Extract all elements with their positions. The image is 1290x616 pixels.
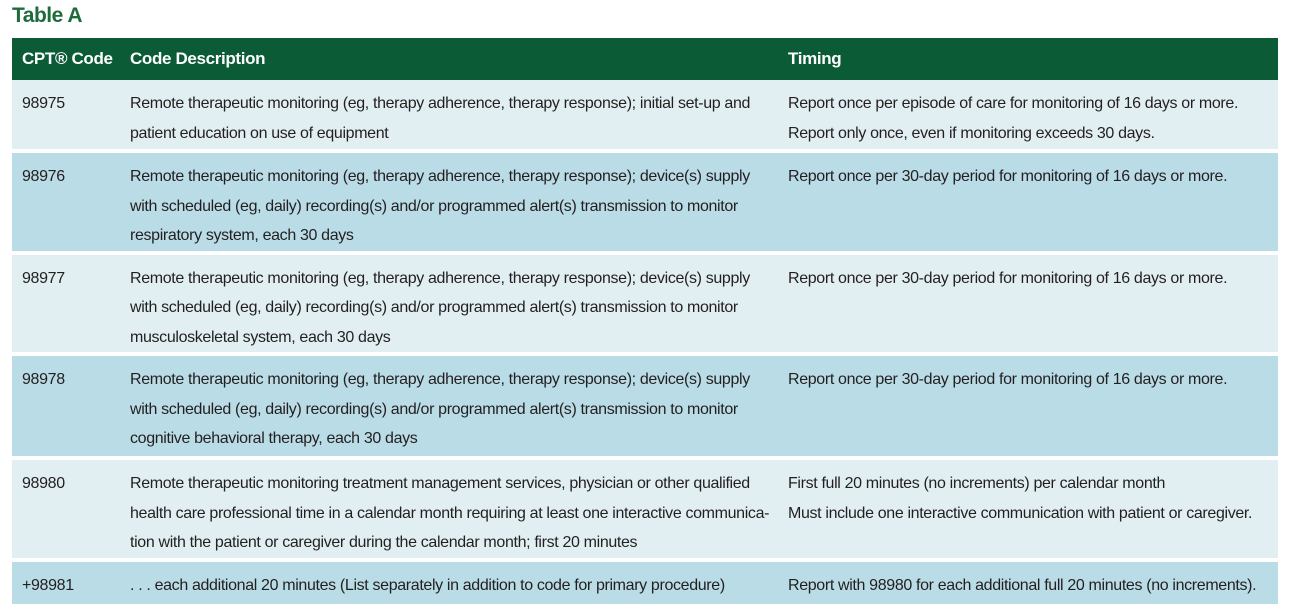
- timing-line: Report once per 30-day period for monitoring of 16 days or more.: [788, 269, 1228, 287]
- timing-line: Report only once, even if monitoring exceeds 30 days.: [788, 124, 1155, 142]
- code-cell: 98977: [12, 253, 120, 355]
- header-cpt-code: CPT® Code: [22, 49, 113, 68]
- description-line: Remote therapeutic monitoring treatment management services, physician or other qualified: [130, 475, 750, 492]
- description-line: patient education on use of equipment: [130, 124, 389, 142]
- table-title: Table A: [12, 4, 83, 27]
- table-row: [12, 151, 1278, 253]
- code-cell: 98980: [12, 458, 120, 560]
- timing-line: Report with 98980 for each additional full 20 minutes (no increments).: [788, 576, 1257, 594]
- timing-cell: [778, 354, 1278, 458]
- timing-cell: [778, 458, 1278, 560]
- description-cell: [120, 80, 778, 151]
- description-line: Remote therapeutic monitoring (eg, therapy adherence, therapy response); device(s) supply: [130, 168, 750, 185]
- description-cell: [120, 253, 778, 355]
- table-row: [12, 354, 1278, 458]
- code-cell: +98981: [12, 560, 120, 606]
- description-line: respiratory system, each 30 days: [130, 227, 354, 244]
- table-row: [12, 80, 1278, 151]
- timing-cell: [778, 253, 1278, 355]
- description-line: with scheduled (eg, daily) recording(s) and/or programmed alert(s) transmission to monitor: [130, 400, 738, 418]
- description-line: with scheduled (eg, daily) recording(s) and/or programmed alert(s) transmission to monitor: [130, 299, 738, 316]
- description-cell: [120, 354, 778, 458]
- code-cell: 98978: [12, 354, 120, 458]
- description-line: with scheduled (eg, daily) recording(s) and/or programmed alert(s) transmission to monitor: [130, 197, 738, 215]
- description-line: musculoskeletal system, each 30 days: [130, 328, 391, 346]
- cpt-code-table: [12, 38, 1278, 608]
- timing-cell: [778, 151, 1278, 253]
- table-header-row: [12, 38, 1278, 80]
- timing-cell: [778, 560, 1278, 606]
- description-cell: [120, 151, 778, 253]
- timing-line: Report once per 30-day period for monitoring of 16 days or more.: [788, 168, 1228, 185]
- timing-line: First full 20 minutes (no increments) per calendar month: [788, 475, 1166, 492]
- table-row: [12, 560, 1278, 606]
- description-line: Remote therapeutic monitoring (eg, therapy adherence, therapy response); device(s) supply: [130, 269, 750, 287]
- header-code-description: Code Description: [130, 49, 266, 68]
- description-line: tion with the patient or caregiver during the calendar month; first 20 minutes: [130, 534, 638, 551]
- table-row: [12, 253, 1278, 355]
- description-line: Remote therapeutic monitoring (eg, therapy adherence, therapy response); device(s) supply: [130, 371, 750, 388]
- timing-line: Must include one interactive communication with patient or caregiver.: [788, 504, 1253, 522]
- description-cell: [120, 458, 778, 560]
- description-line: health care professional time in a calendar month requiring at least one interactive communica-: [130, 504, 770, 522]
- header-timing: Timing: [788, 49, 842, 68]
- timing-line: Report once per episode of care for monitoring of 16 days or more.: [788, 95, 1239, 112]
- table-row: [12, 458, 1278, 560]
- description-line: cognitive behavioral therapy, each 30 days: [130, 430, 418, 447]
- description-line: Remote therapeutic monitoring (eg, therapy adherence, therapy response); initial set-up and: [130, 95, 751, 112]
- description-line: . . . each additional 20 minutes (List separately in addition to code for primary procedure): [130, 576, 725, 594]
- code-cell: 98976: [12, 151, 120, 253]
- code-cell: 98975: [12, 80, 120, 151]
- timing-line: Report once per 30-day period for monitoring of 16 days or more.: [788, 371, 1228, 388]
- timing-cell: [778, 80, 1278, 151]
- description-cell: [120, 560, 778, 606]
